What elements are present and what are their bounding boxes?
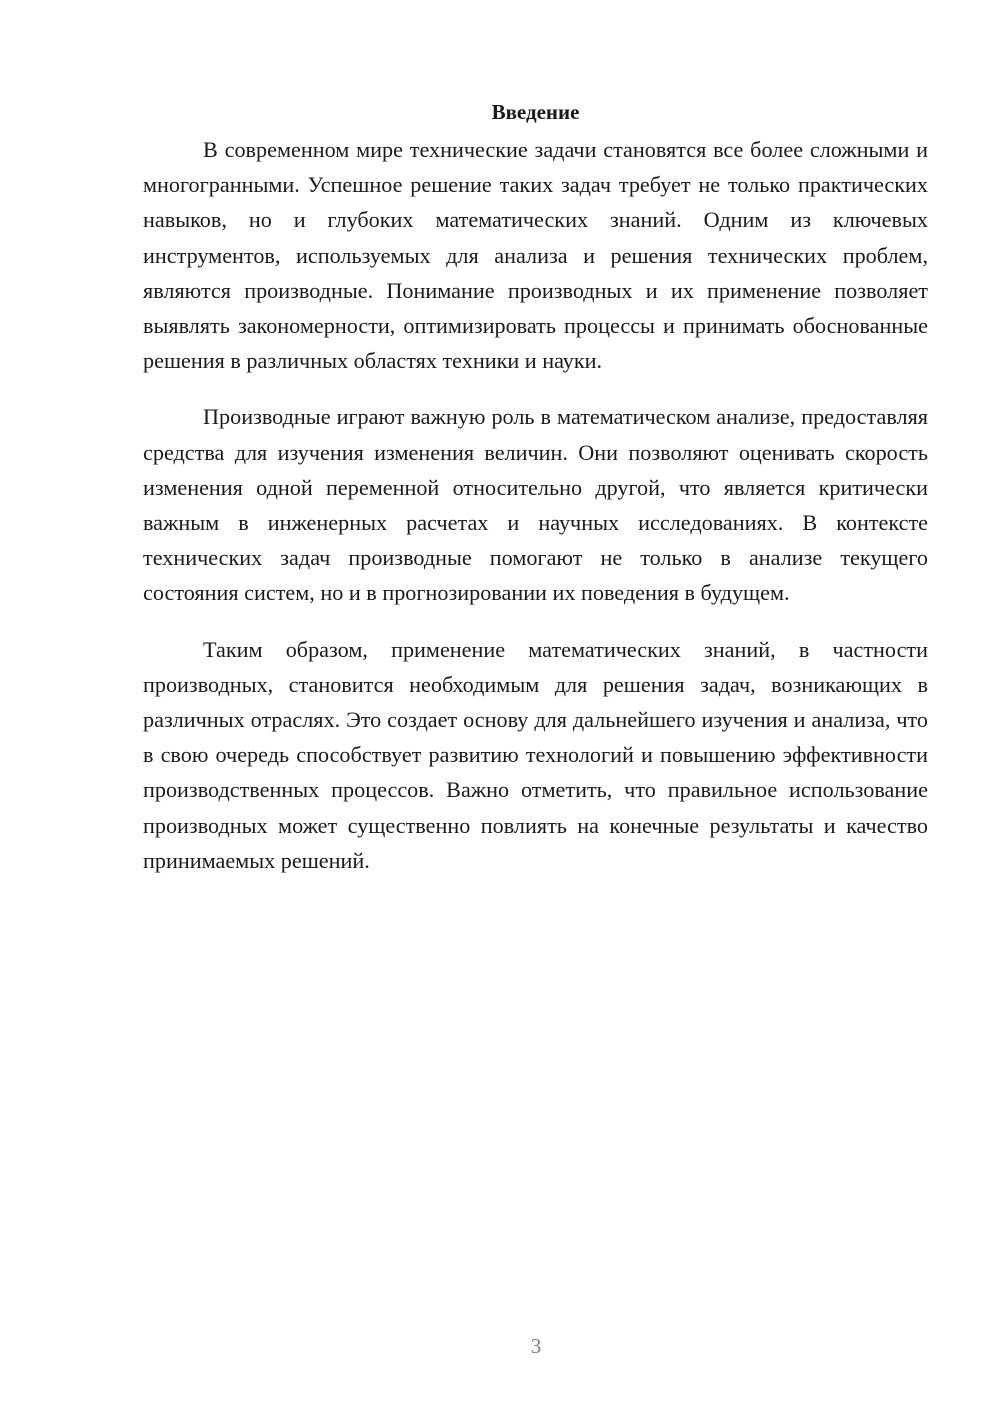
paragraph-3: Таким образом, применение математических знаний, в частности производных, становится необходимым для решения задач, возникающих в различных отраслях. Это создает основу для дальнейшего изучения и анализа, что в свою очередь способствует развитию технологий и повышению эффективности производственных процессов. Важно отметить, что правильное использование производных может существенно повлиять на конечные результаты и качество принимаемых решений. <box>143 636 928 873</box>
paragraph-1: В современном мире технические задачи становятся все более сложными и многогранными. Успешное решение таких задач требует не только практических навыков, но и глубоких математических знаний. Одним из ключевых инструментов, используемых для анализа и решения технических проблем, являются производные. Понимание производных и их применение позволяет выявлять закономерности, оптимизировать процессы и принимать обоснованные решения в различных областях техники и науки. <box>143 137 928 374</box>
page-content <box>143 97 928 899</box>
section-title: Введение <box>491 100 580 124</box>
page-number: 3 <box>530 1334 542 1358</box>
paragraph-2: Производные играют важную роль в математическом анализе, предоставляя средства для изучения изменения величин. Они позволяют оценивать скорость изменения одной переменной относительно другой, что является критически важным в инженерных расчетах и научных исследованиях. В контексте технических задач производные помогают не только в анализе текущего состояния систем, но и в прогнозировании их поведения в будущем. <box>143 404 928 606</box>
